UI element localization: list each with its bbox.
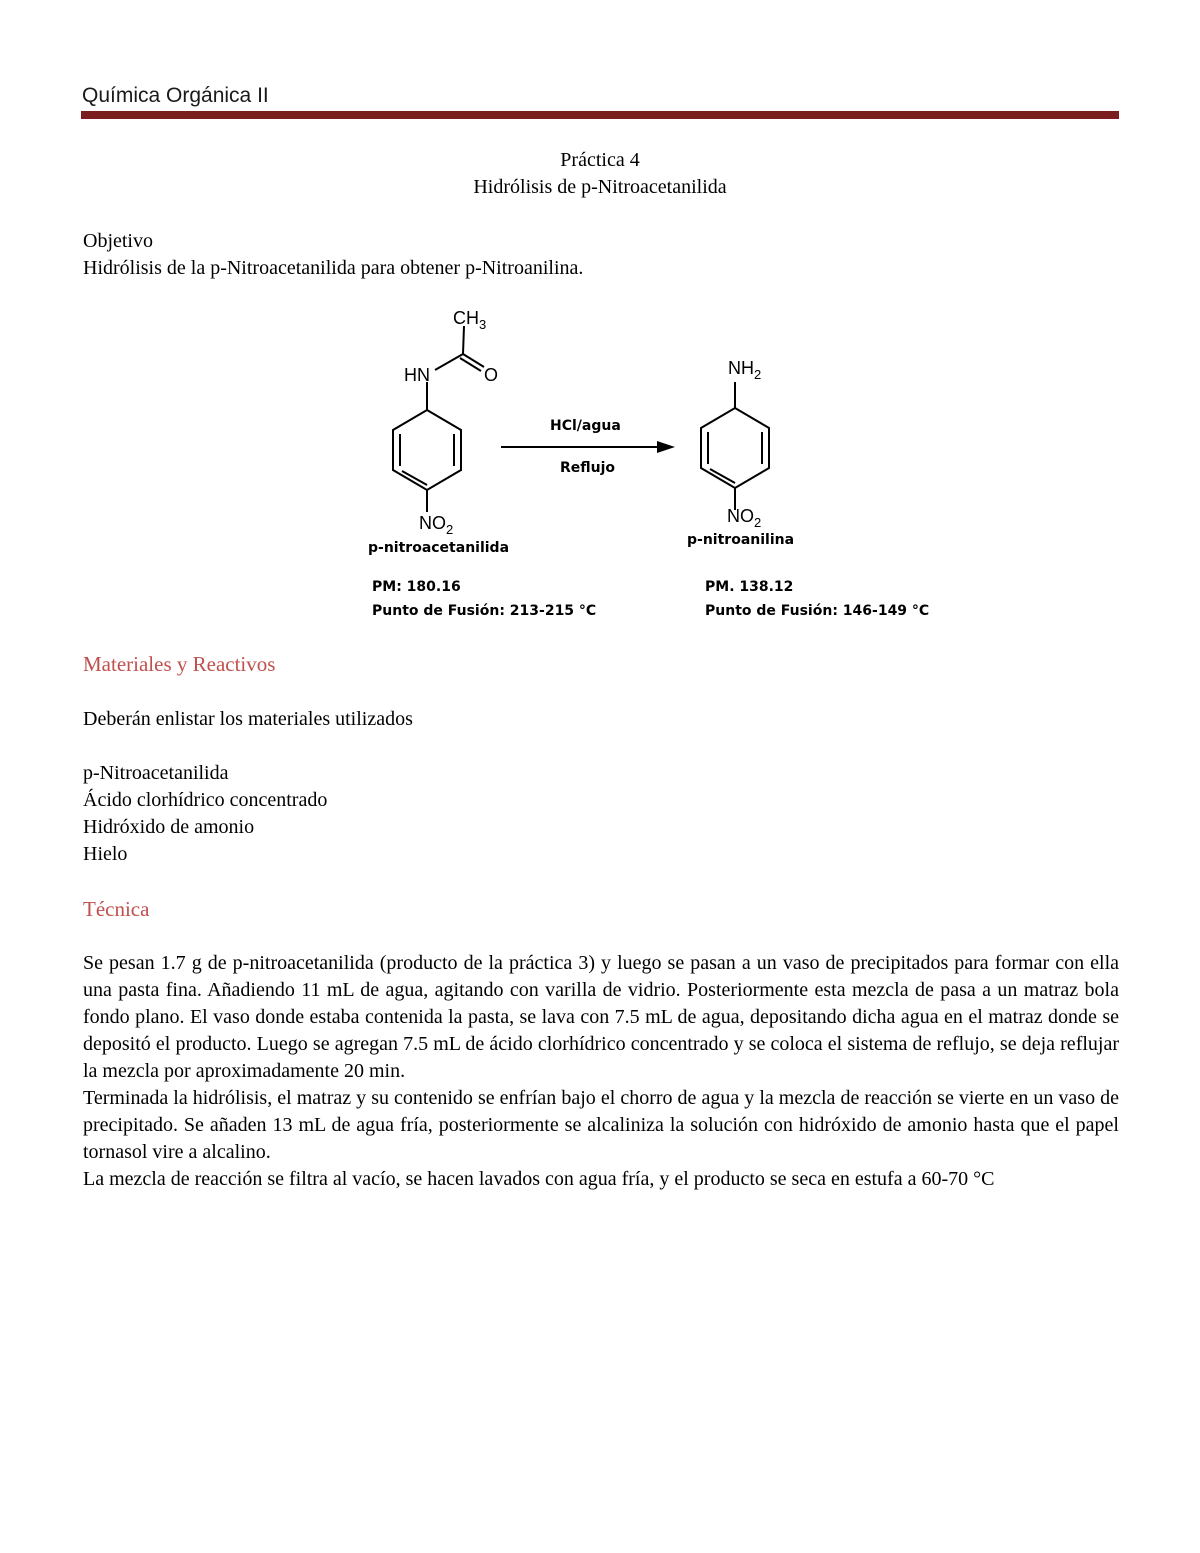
material-item: p-Nitroacetanilida [83,762,229,784]
product-pm: PM. 138.12 [705,579,794,595]
reactant-no2-label: $NO_2$ [419,513,454,537]
technique-paragraph: Se pesan 1.7 g de p-nitroacetanilida (producto de la práctica 3) y luego se pasan a un vaso de precipitados para formar con ella una pasta fina. Añadiendo 11 mL de agua, agitando con varilla de vidrio. Posteriormente esta mezcla de pasa a un matraz bola fondo plano. El vaso donde estaba contenida la pasta, se lava con 7.5 mL de agua, depositando dicha agua en el matraz donde se depositó el producto. Luego se agregan 7.5 mL de ácido clorhídrico concentrado y se coloca el sistema de reflujo, se deja reflujar la mezcla por aproximadamente 20 min. [83,952,1119,1082]
product-nh2-label: $NH_2$ [728,358,762,382]
reactant-name: p-nitroacetanilida [368,540,510,556]
technique-paragraph: La mezcla de reacción se filtra al vacío, se hacen lavados con agua fría, y el producto se seca en estufa a 60-70 °C [83,1168,995,1190]
product-benzene-ring [701,408,769,488]
technique-heading: Técnica [83,897,150,921]
product-no2-label: $NO_2$ [727,506,762,530]
objective-heading: Objetivo [83,230,153,252]
technique-body [83,950,1119,1193]
material-item: Hielo [83,843,128,865]
reaction-arrowhead [657,441,675,453]
reactant-pm: PM: 180.16 [372,579,461,595]
reagent-label: HCl/agua [550,418,621,434]
reactant-o-label: O [484,365,499,385]
material-item: Hidróxido de amonio [83,816,255,838]
practice-title: Hidrólisis de p-Nitroacetanilida [473,176,727,198]
technique-paragraph: Terminada la hidrólisis, el matraz y su contenido se enfrían bajo el chorro de agua y la mezcla de reacción se vierte en un vaso de precipitado. Se añaden 13 mL de agua fría, posteriormente se alcaliniza la solución con hidróxido de amonio hasta que el papel tornasol vire a alcalino. [83,1087,1119,1163]
reaction-scheme [360,300,960,630]
process-label: Reflujo [560,460,616,476]
reactant-hn-label: HN [404,365,430,385]
reactant-melting-point: Punto de Fusión: 213-215 °C [372,603,597,619]
reactant-ch3-label: $CH_3$ [453,308,487,332]
practice-number: Práctica 4 [560,149,640,171]
materials-instruction: Deberán enlistar los materiales utilizados [83,708,413,730]
product-name: p-nitroanilina [687,532,795,548]
objective-text: Hidrólisis de la p-Nitroacetanilida para obtener p-Nitroanilina. [83,257,584,279]
materials-heading: Materiales y Reactivos [83,652,276,676]
course-header: Química Orgánica II [82,84,269,107]
reactant-benzene-ring [393,410,461,490]
material-item: Ácido clorhídrico concentrado [83,789,328,811]
product-melting-point: Punto de Fusión: 146-149 °C [705,603,930,619]
header-rule [81,111,1119,119]
